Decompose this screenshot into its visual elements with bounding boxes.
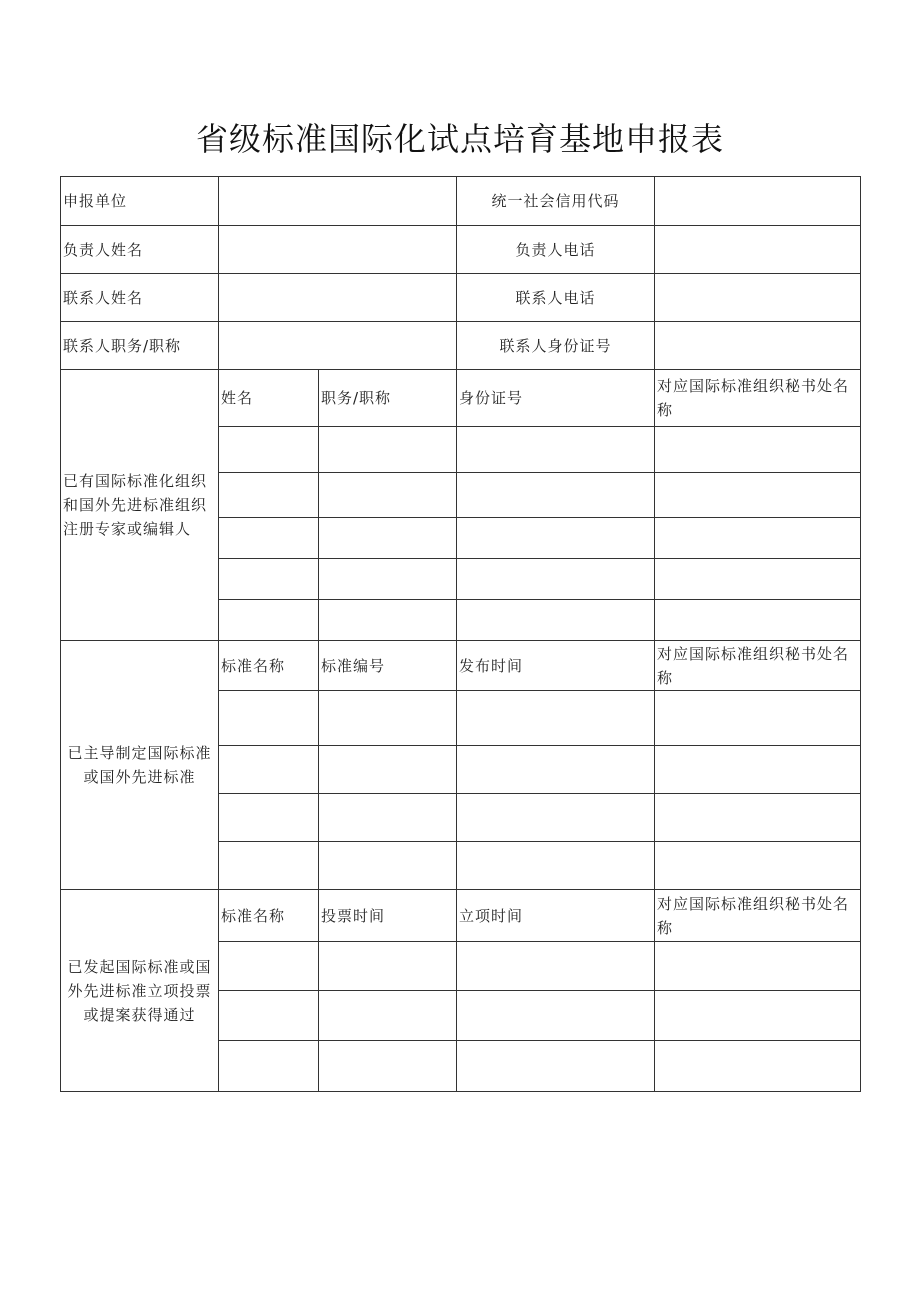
leader-name-field[interactable]	[219, 226, 457, 274]
table-cell[interactable]	[219, 559, 319, 600]
table-cell[interactable]	[655, 600, 861, 641]
table-cell[interactable]	[457, 991, 655, 1041]
table-cell[interactable]	[457, 427, 655, 473]
contact-id-label: 联系人身份证号	[457, 322, 655, 370]
contact-phone-field[interactable]	[655, 274, 861, 322]
table-cell[interactable]	[219, 842, 319, 890]
table-cell[interactable]	[457, 794, 655, 842]
proposals-header-vote-date: 投票时间	[319, 890, 457, 942]
table-cell[interactable]	[219, 427, 319, 473]
table-cell[interactable]	[219, 942, 319, 991]
row-leader	[61, 226, 861, 274]
table-cell[interactable]	[655, 473, 861, 518]
contact-title-field[interactable]	[219, 322, 457, 370]
experts-header-title: 职务/职称	[319, 370, 457, 427]
row-contact-title	[61, 322, 861, 370]
table-cell[interactable]	[219, 518, 319, 559]
table-cell[interactable]	[655, 942, 861, 991]
table-cell[interactable]	[319, 842, 457, 890]
proposals-section-label: 已发起国际标准或国外先进标准立项投票或提案获得通过	[61, 890, 219, 1092]
leader-name-label: 负责人姓名	[61, 226, 219, 274]
table-cell[interactable]	[655, 842, 861, 890]
standards-led-header-secretariat: 对应国际标准组织秘书处名称	[655, 641, 861, 691]
table-cell[interactable]	[655, 559, 861, 600]
contact-name-label: 联系人姓名	[61, 274, 219, 322]
table-cell[interactable]	[319, 794, 457, 842]
contact-phone-label: 联系人电话	[457, 274, 655, 322]
standards-led-header-number: 标准编号	[319, 641, 457, 691]
proposals-header-name: 标准名称	[219, 890, 319, 942]
table-cell[interactable]	[219, 691, 319, 746]
leader-phone-field[interactable]	[655, 226, 861, 274]
table-cell[interactable]	[457, 942, 655, 991]
table-cell[interactable]	[655, 518, 861, 559]
experts-header-name: 姓名	[219, 370, 319, 427]
table-cell[interactable]	[457, 691, 655, 746]
table-cell[interactable]	[319, 746, 457, 794]
table-cell[interactable]	[457, 842, 655, 890]
table-cell[interactable]	[457, 518, 655, 559]
proposals-header-secretariat: 对应国际标准组织秘书处名称	[655, 890, 861, 942]
table-cell[interactable]	[457, 746, 655, 794]
table-cell[interactable]	[219, 991, 319, 1041]
table-cell[interactable]	[457, 1041, 655, 1092]
table-cell[interactable]	[319, 518, 457, 559]
contact-title-label: 联系人职务/职称	[61, 322, 219, 370]
applicant-unit-label: 申报单位	[61, 177, 219, 226]
table-cell[interactable]	[457, 473, 655, 518]
table-cell[interactable]	[319, 473, 457, 518]
table-cell[interactable]	[457, 600, 655, 641]
table-cell[interactable]	[655, 746, 861, 794]
table-cell[interactable]	[655, 691, 861, 746]
table-cell[interactable]	[219, 746, 319, 794]
table-cell[interactable]	[319, 427, 457, 473]
table-cell[interactable]	[319, 600, 457, 641]
table-cell[interactable]	[319, 942, 457, 991]
standards-led-header-date: 发布时间	[457, 641, 655, 691]
experts-section-label: 已有国际标准化组织和国外先进标准组织注册专家或编辑人	[61, 370, 219, 641]
applicant-unit-field[interactable]	[219, 177, 457, 226]
table-cell[interactable]	[655, 991, 861, 1041]
credit-code-field[interactable]	[655, 177, 861, 226]
proposals-header-row	[61, 890, 861, 942]
experts-header-row	[61, 370, 861, 427]
experts-header-secretariat: 对应国际标准组织秘书处名称	[655, 370, 861, 427]
proposals-header-approval-date: 立项时间	[457, 890, 655, 942]
table-cell[interactable]	[219, 794, 319, 842]
standards-led-section-label: 已主导制定国际标准或国外先进标准	[61, 641, 219, 890]
application-form-table	[60, 176, 861, 1092]
leader-phone-label: 负责人电话	[457, 226, 655, 274]
table-cell[interactable]	[319, 559, 457, 600]
standards-led-header-name: 标准名称	[219, 641, 319, 691]
credit-code-label: 统一社会信用代码	[457, 177, 655, 226]
page-title: 省级标准国际化试点培育基地申报表	[195, 120, 724, 158]
contact-id-field[interactable]	[655, 322, 861, 370]
table-cell[interactable]	[655, 427, 861, 473]
table-cell[interactable]	[655, 1041, 861, 1092]
table-cell[interactable]	[655, 794, 861, 842]
experts-header-id: 身份证号	[457, 370, 655, 427]
standards-led-header-row	[61, 641, 861, 691]
row-contact	[61, 274, 861, 322]
table-cell[interactable]	[219, 600, 319, 641]
table-cell[interactable]	[319, 991, 457, 1041]
table-cell[interactable]	[319, 691, 457, 746]
table-cell[interactable]	[219, 473, 319, 518]
table-cell[interactable]	[319, 1041, 457, 1092]
row-applicant-unit	[61, 177, 861, 226]
table-cell[interactable]	[457, 559, 655, 600]
contact-name-field[interactable]	[219, 274, 457, 322]
table-cell[interactable]	[219, 1041, 319, 1092]
